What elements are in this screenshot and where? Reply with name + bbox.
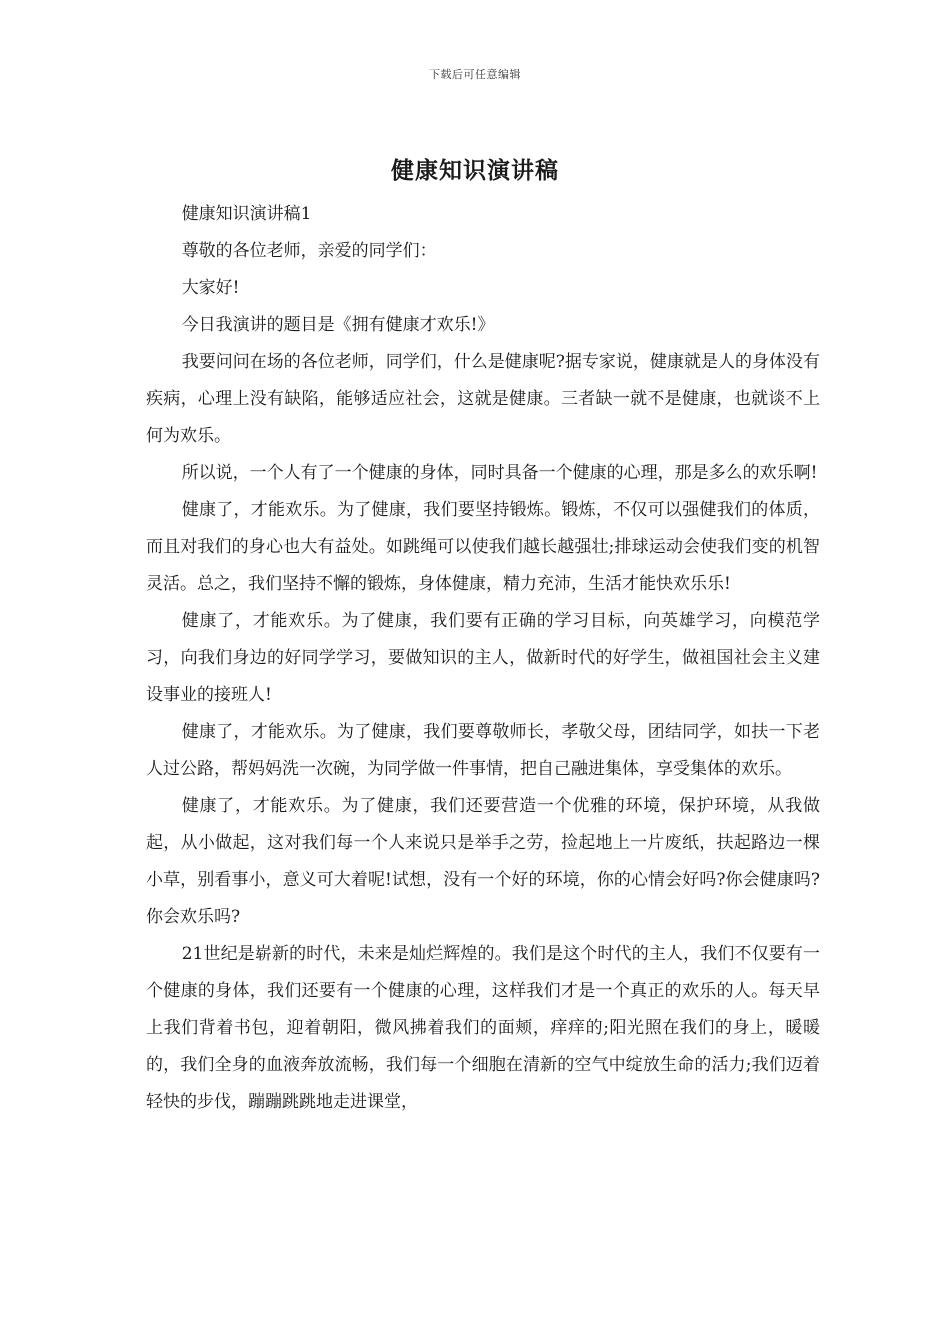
document-title: 健康知识演讲稿: [391, 157, 559, 184]
paragraph: 21世纪是崭新的时代，未来是灿烂辉煌的。我们是这个时代的主人，我们不仅要有一个健康的身体，我们还要有一个健康的心理，这样我们才是一个真正的欢乐的人。每天早上我们背着书包，迎着朝阳，微风拂着我们的面颊，痒痒的;阳光照在我们的身上，暖暖的，我们全身的血液奔放流畅，我们每一个细胞在清新的空气中绽放生命的活力;我们迈着轻快的步伐，蹦蹦跳跳地走进课堂，: [146, 944, 820, 1112]
paragraph: 我要问问在场的各位老师，同学们，什么是健康呢?据专家说，健康就是人的身体没有疾病，心理上没有缺陷，能够适应社会，这就是健康。三者缺一就不是健康，也就谈不上何为欢乐。: [146, 352, 820, 446]
paragraph: 健康了，才能欢乐。为了健康，我们要坚持锻炼。锻炼，不仅可以强健我们的体质，而且对我们的身心也大有益处。如跳绳可以使我们越长越强壮;排球运动会使我们变的机智灵活。总之，我们坚持不懈的锻炼，身体健康，精力充沛，生活才能快欢乐乐!: [146, 500, 820, 594]
paragraph: 健康了，才能欢乐。为了健康，我们要有正确的学习目标，向英雄学习，向模范学习，向我们身边的好同学学习，要做知识的主人，做新时代的好学生，做祖国社会主义建设事业的接班人!: [146, 611, 820, 705]
document-body: [146, 196, 820, 1121]
paragraph-topic: 今日我演讲的题目是《拥有健康才欢乐!》: [181, 315, 495, 335]
paragraph: 健康了，才能欢乐。为了健康，我们要尊敬师长，孝敬父母，团结同学，如扶一下老人过公路，帮妈妈洗一次碗，为同学做一件事情，把自己融进集体，享受集体的欢乐。: [146, 722, 820, 779]
paragraph-salutation: 尊敬的各位老师，亲爱的同学们：: [181, 241, 437, 261]
paragraph-greeting: 大家好!: [181, 278, 240, 298]
paragraph-subtitle: 健康知识演讲稿1: [181, 204, 312, 224]
paragraph: 健康了，才能欢乐。为了健康，我们还要营造一个优雅的环境，保护环境，从我做起，从小做起，这对我们每一个人来说只是举手之劳，捡起地上一片废纸，扶起路边一棵小草，别看事小，意义可大着呢!试想，没有一个好的环境，你的心情会好吗?你会健康吗?你会欢乐吗?: [146, 796, 820, 927]
page-header-note: 下载后可任意编辑: [429, 68, 521, 81]
paragraph: 所以说，一个人有了一个健康的身体，同时具备一个健康的心理，那是多么的欢乐啊!: [181, 463, 818, 483]
